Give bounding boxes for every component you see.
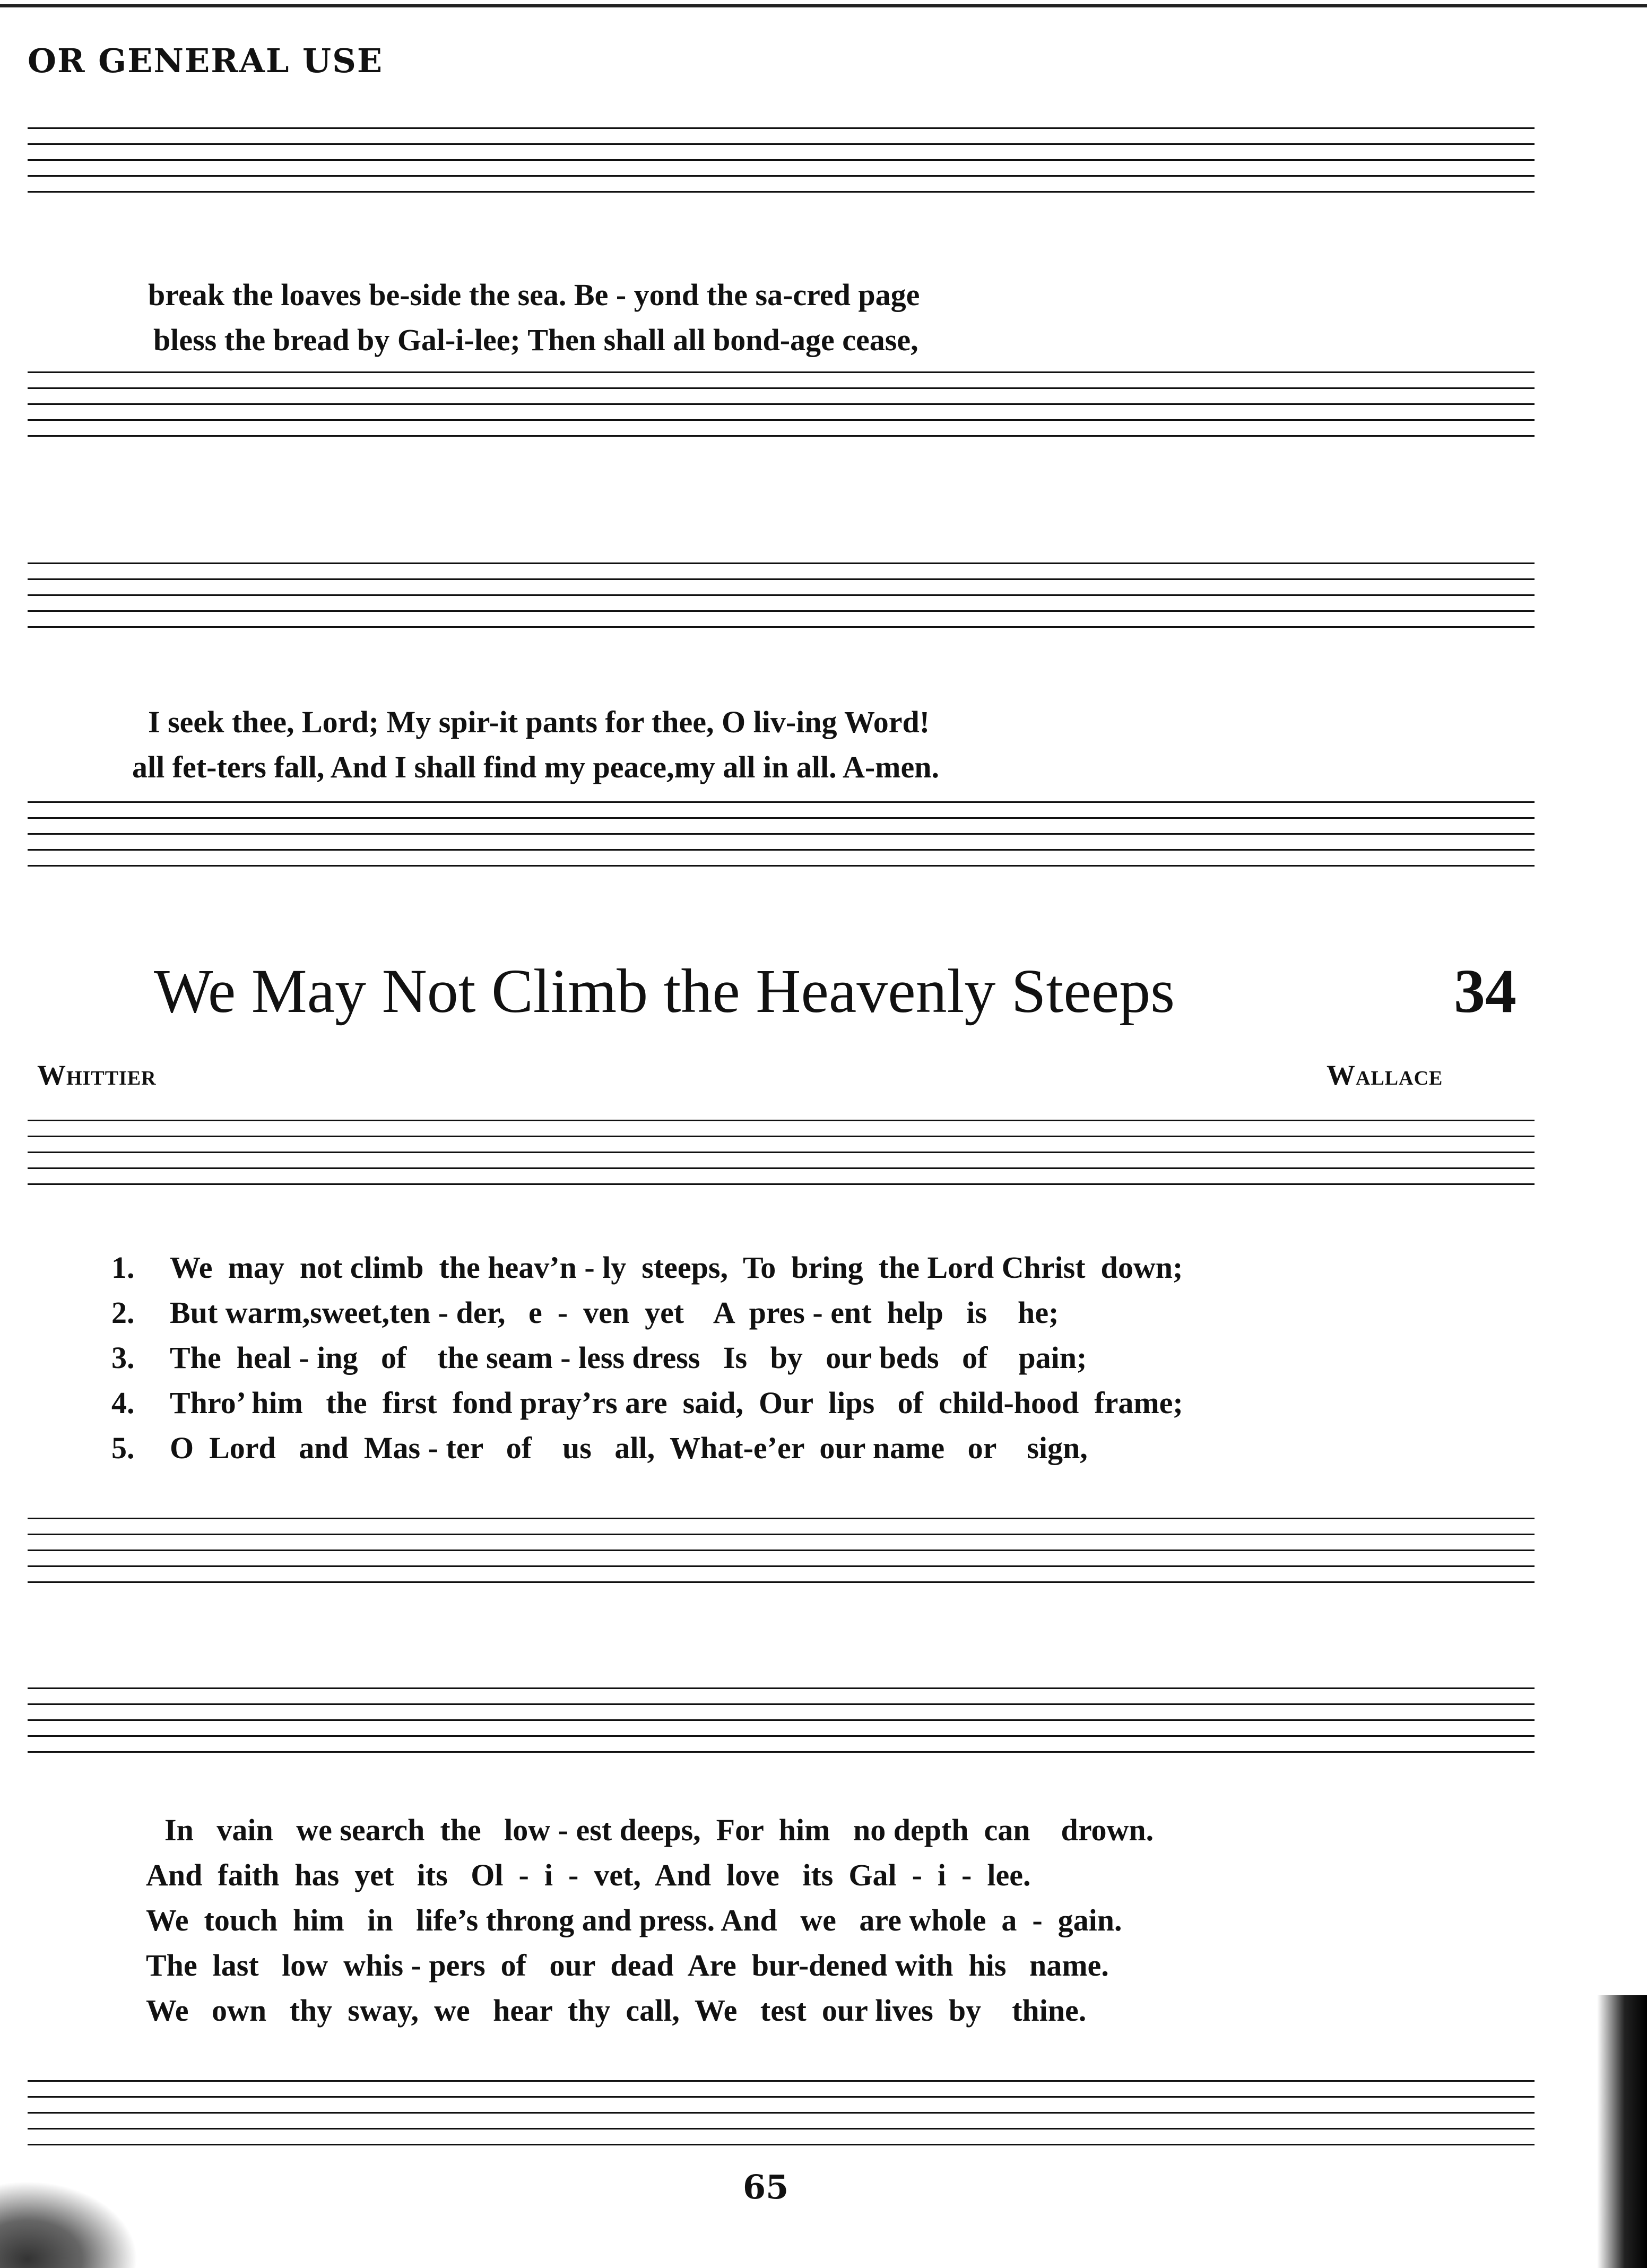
composer-credit: Wallace — [1327, 1059, 1443, 1091]
verse-1-line-2: In vain we search the low - est deeps, For him no depth can drown. — [164, 1813, 1154, 1847]
top-rule — [0, 4, 1647, 7]
verse-4-line-2: The last low whis - pers of our dead Are bur-dened with his name. — [146, 1948, 1109, 1983]
verse-1-line-1: 1. We may not climb the heav’n - ly steeps, To bring the Lord Christ down; — [111, 1250, 1183, 1285]
lyrics-line-top-3: I seek thee, Lord; My spir-it pants for thee, O liv-ing Word! — [148, 705, 930, 739]
verse-2-line-2: And faith has yet its Ol - i - vet, And love its Gal - i - lee. — [146, 1858, 1031, 1892]
lyrics-line-top-1: break the loaves be-side the sea. Be - yond the sa-cred page — [148, 278, 920, 312]
verse-5-line-1: 5. O Lord and Mas - ter of us all, What-e’er our name or sign, — [111, 1431, 1088, 1465]
page-header: OR GENERAL USE — [28, 41, 384, 80]
verse-3-line-2: We touch him in life’s throng and press. And we are whole a - gain. — [146, 1903, 1122, 1937]
verse-4-line-1: 4. Thro’ him the first fond pray’rs are said, Our lips of child-hood frame; — [111, 1386, 1183, 1420]
scan-smudge-right — [1597, 1995, 1647, 2268]
lyrics-line-top-4: all fet-ters fall, And I shall find my peace,my all in all. A-men. — [132, 750, 939, 784]
lyrics-line-top-2: bless the bread by Gal-i-lee; Then shall all bond-age cease, — [153, 323, 918, 357]
hymn-title: We May Not Climb the Heavenly Steeps — [154, 956, 1175, 1026]
verse-5-line-2: We own thy sway, we hear thy call, We test our lives by thine. — [146, 1993, 1087, 2028]
page-number: 65 — [743, 2168, 789, 2206]
scan-smudge-left — [0, 2181, 138, 2268]
verse-3-line-1: 3. The heal - ing of the seam - less dress Is by our beds of pain; — [111, 1340, 1087, 1375]
author-credit: Whittier — [37, 1059, 157, 1091]
hymn-number: 34 — [1454, 956, 1516, 1026]
verse-2-line-1: 2. But warm,sweet,ten - der, e - ven yet A pres - ent help is he; — [111, 1295, 1059, 1330]
